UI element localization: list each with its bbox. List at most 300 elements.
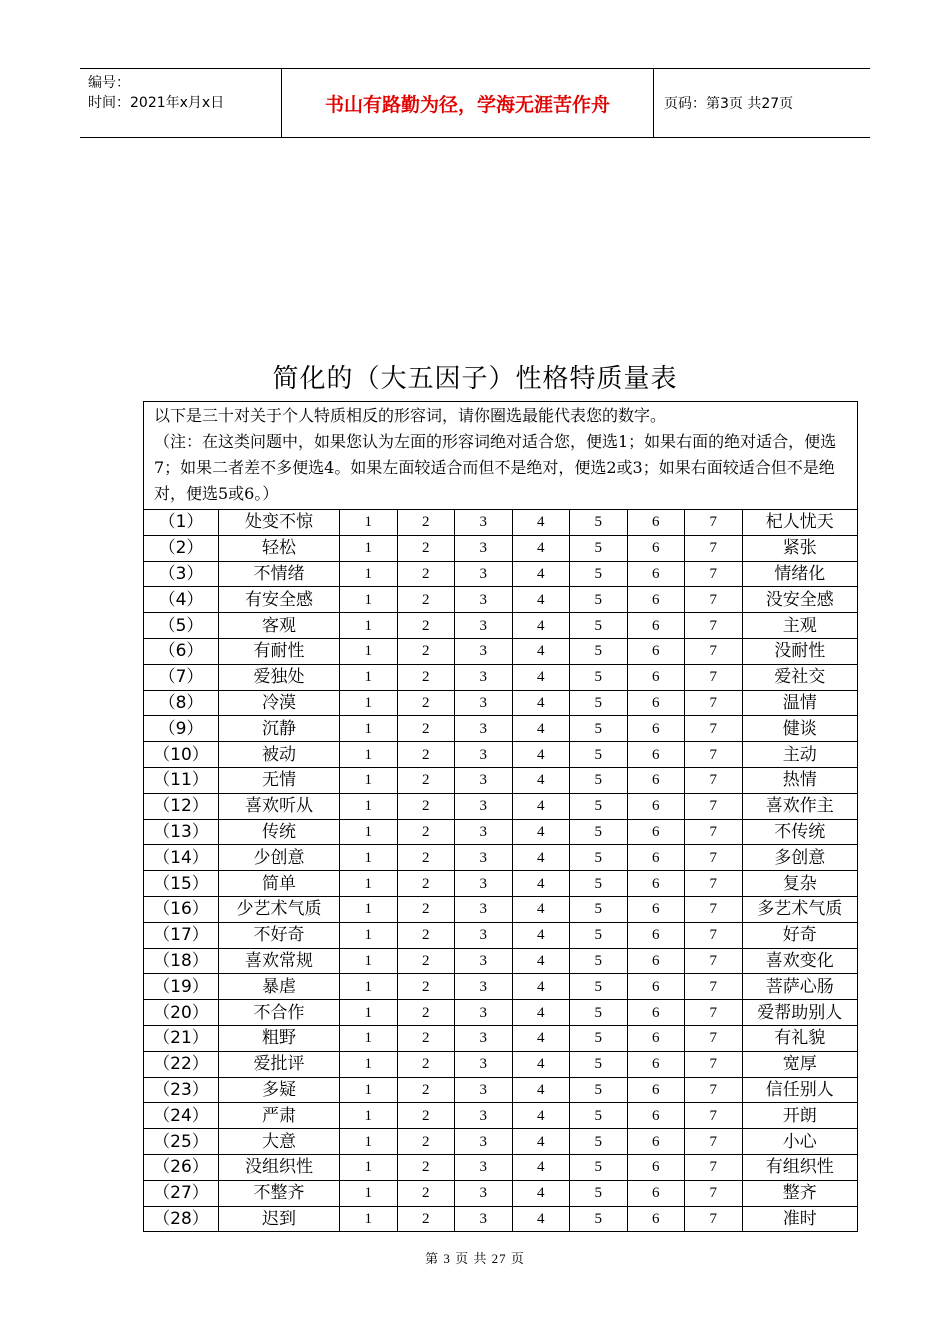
scale-option-1[interactable]: 1 [340,974,398,1000]
instructions-line-1: 以下是三十对关于个人特质相反的形容词，请你圈选最能代表您的数字。 [154,406,667,425]
scale-option-5[interactable]: 5 [570,1025,628,1051]
scale-option-5[interactable]: 5 [570,716,628,742]
table-row [144,922,858,948]
left-adjective: 粗野 [219,1025,340,1051]
scale-option-1[interactable]: 1 [340,587,398,613]
scale-option-5[interactable]: 5 [570,587,628,613]
scale-option-5[interactable]: 5 [570,922,628,948]
scale-option-5[interactable]: 5 [570,1103,628,1129]
left-adjective: 不整齐 [219,1180,340,1206]
scale-option-4[interactable]: 4 [512,1051,570,1077]
item-number: （5） [144,613,219,639]
page-header [80,68,870,138]
scale-option-4[interactable]: 4 [512,561,570,587]
scale-option-6[interactable]: 6 [627,896,685,922]
scale-option-3[interactable]: 3 [455,510,513,536]
page-footer: 第 3 页 共 27 页 [425,1251,525,1266]
scale-option-2[interactable]: 2 [397,896,455,922]
left-adjective: 爱批评 [219,1051,340,1077]
scale-option-7[interactable]: 7 [685,1129,743,1155]
scale-option-2[interactable]: 2 [397,1206,455,1232]
scale-option-1[interactable]: 1 [340,742,398,768]
scale-option-6[interactable]: 6 [627,948,685,974]
scale-option-4[interactable]: 4 [512,1206,570,1232]
scale-option-7[interactable]: 7 [685,1000,743,1026]
scale-option-5[interactable]: 5 [570,664,628,690]
instructions-cell [144,402,858,510]
scale-option-7[interactable]: 7 [685,1154,743,1180]
scale-option-1[interactable]: 1 [340,1000,398,1026]
scale-option-7[interactable]: 7 [685,1206,743,1232]
scale-option-4[interactable]: 4 [512,664,570,690]
scale-option-7[interactable]: 7 [685,845,743,871]
scale-option-2[interactable]: 2 [397,587,455,613]
scale-option-6[interactable]: 6 [627,1000,685,1026]
scale-option-1[interactable]: 1 [340,767,398,793]
scale-option-6[interactable]: 6 [627,664,685,690]
right-adjective: 开朗 [742,1103,858,1129]
left-adjective: 大意 [219,1129,340,1155]
scale-option-4[interactable]: 4 [512,974,570,1000]
right-adjective: 杞人忧天 [742,510,858,536]
scale-option-5[interactable]: 5 [570,1154,628,1180]
table-row [144,1206,858,1232]
left-adjective: 无情 [219,767,340,793]
scale-option-1[interactable]: 1 [340,510,398,536]
scale-option-3[interactable]: 3 [455,871,513,897]
table-row [144,613,858,639]
scale-option-5[interactable]: 5 [570,742,628,768]
scale-option-4[interactable]: 4 [512,819,570,845]
scale-option-4[interactable]: 4 [512,948,570,974]
table-row [144,793,858,819]
table-row [144,767,858,793]
item-number: （27） [144,1180,219,1206]
scale-option-3[interactable]: 3 [455,1129,513,1155]
table-row [144,1180,858,1206]
scale-option-7[interactable]: 7 [685,690,743,716]
right-adjective: 复杂 [742,871,858,897]
left-adjective: 喜欢听从 [219,793,340,819]
scale-option-6[interactable]: 6 [627,871,685,897]
scale-option-7[interactable]: 7 [685,638,743,664]
right-adjective: 喜欢变化 [742,948,858,974]
scale-option-7[interactable]: 7 [685,819,743,845]
scale-option-4[interactable]: 4 [512,613,570,639]
scale-option-1[interactable]: 1 [340,638,398,664]
item-number: （28） [144,1206,219,1232]
scale-option-3[interactable]: 3 [455,896,513,922]
table-row [144,1129,858,1155]
personality-scale-table [143,401,858,1232]
right-adjective: 爱帮助别人 [742,1000,858,1026]
scale-option-3[interactable]: 3 [455,716,513,742]
scale-option-3[interactable]: 3 [455,742,513,768]
scale-option-7[interactable]: 7 [685,742,743,768]
scale-option-2[interactable]: 2 [397,1077,455,1103]
right-adjective: 主观 [742,613,858,639]
scale-option-3[interactable]: 3 [455,974,513,1000]
scale-option-5[interactable]: 5 [570,974,628,1000]
item-number: （16） [144,896,219,922]
scale-option-3[interactable]: 3 [455,922,513,948]
scale-option-5[interactable]: 5 [570,613,628,639]
scale-option-1[interactable]: 1 [340,561,398,587]
scale-option-5[interactable]: 5 [570,561,628,587]
scale-option-4[interactable]: 4 [512,1154,570,1180]
table-row [144,845,858,871]
scale-option-6[interactable]: 6 [627,561,685,587]
scale-option-4[interactable]: 4 [512,896,570,922]
right-adjective: 小心 [742,1129,858,1155]
scale-option-2[interactable]: 2 [397,1000,455,1026]
table-row [144,587,858,613]
item-number: （11） [144,767,219,793]
scale-option-5[interactable]: 5 [570,510,628,536]
scale-option-6[interactable]: 6 [627,1180,685,1206]
item-number: （19） [144,974,219,1000]
item-number: （13） [144,819,219,845]
scale-option-7[interactable]: 7 [685,664,743,690]
scale-option-7[interactable]: 7 [685,1077,743,1103]
right-adjective: 热情 [742,767,858,793]
item-number: （6） [144,638,219,664]
right-adjective: 有组织性 [742,1154,858,1180]
scale-option-4[interactable]: 4 [512,1103,570,1129]
scale-option-1[interactable]: 1 [340,1154,398,1180]
scale-option-3[interactable]: 3 [455,638,513,664]
scale-option-1[interactable]: 1 [340,793,398,819]
scale-option-2[interactable]: 2 [397,690,455,716]
table-row [144,1154,858,1180]
left-adjective: 客观 [219,613,340,639]
scale-option-3[interactable]: 3 [455,767,513,793]
scale-option-6[interactable]: 6 [627,1154,685,1180]
scale-option-7[interactable]: 7 [685,974,743,1000]
header-meta [80,69,282,137]
scale-option-6[interactable]: 6 [627,974,685,1000]
table-row [144,638,858,664]
scale-option-1[interactable]: 1 [340,1077,398,1103]
left-adjective: 少艺术气质 [219,896,340,922]
scale-option-3[interactable]: 3 [455,1051,513,1077]
left-adjective: 喜欢常规 [219,948,340,974]
scale-option-4[interactable]: 4 [512,845,570,871]
scale-option-7[interactable]: 7 [685,716,743,742]
scale-option-7[interactable]: 7 [685,561,743,587]
date-label: 时间：2021年x月x日 [88,95,225,111]
table-row [144,1000,858,1026]
item-number: （3） [144,561,219,587]
scale-option-3[interactable]: 3 [455,1154,513,1180]
scale-option-4[interactable]: 4 [512,922,570,948]
scale-option-5[interactable]: 5 [570,1180,628,1206]
scale-option-4[interactable]: 4 [512,1025,570,1051]
scale-option-4[interactable]: 4 [512,1129,570,1155]
item-number: （2） [144,535,219,561]
scale-option-2[interactable]: 2 [397,793,455,819]
scale-option-4[interactable]: 4 [512,767,570,793]
scale-option-2[interactable]: 2 [397,510,455,536]
scale-option-5[interactable]: 5 [570,1129,628,1155]
left-adjective: 多疑 [219,1077,340,1103]
scale-option-6[interactable]: 6 [627,793,685,819]
item-number: （14） [144,845,219,871]
scale-option-2[interactable]: 2 [397,1103,455,1129]
scale-option-4[interactable]: 4 [512,716,570,742]
scale-option-1[interactable]: 1 [340,896,398,922]
scale-option-7[interactable]: 7 [685,922,743,948]
scale-option-5[interactable]: 5 [570,845,628,871]
scale-option-1[interactable]: 1 [340,1206,398,1232]
scale-option-2[interactable]: 2 [397,1025,455,1051]
item-number: （9） [144,716,219,742]
scale-option-2[interactable]: 2 [397,871,455,897]
scale-option-3[interactable]: 3 [455,587,513,613]
right-adjective: 准时 [742,1206,858,1232]
scale-option-7[interactable]: 7 [685,767,743,793]
scale-option-4[interactable]: 4 [512,510,570,536]
instructions-line-2: （注：在这类问题中，如果您认为左面的形容词绝对适合您，便选1；如果右面的绝对适合，便选7；如果二者差不多便选4。如果左面较适合而但不是绝对，便选2或3；如果右面较适合但不是绝对，便选5或6。） [154,432,837,503]
scale-option-7[interactable]: 7 [685,1025,743,1051]
scale-option-2[interactable]: 2 [397,613,455,639]
scale-option-6[interactable]: 6 [627,587,685,613]
scale-option-5[interactable]: 5 [570,896,628,922]
scale-option-6[interactable]: 6 [627,1206,685,1232]
scale-option-1[interactable]: 1 [340,1129,398,1155]
scale-option-5[interactable]: 5 [570,1206,628,1232]
scale-option-3[interactable]: 3 [455,819,513,845]
right-adjective: 健谈 [742,716,858,742]
scale-option-6[interactable]: 6 [627,742,685,768]
scale-option-2[interactable]: 2 [397,974,455,1000]
scale-option-7[interactable]: 7 [685,871,743,897]
scale-option-1[interactable]: 1 [340,1051,398,1077]
scale-option-3[interactable]: 3 [455,690,513,716]
right-adjective: 多创意 [742,845,858,871]
left-adjective: 少创意 [219,845,340,871]
scale-option-6[interactable]: 6 [627,613,685,639]
scale-option-6[interactable]: 6 [627,1103,685,1129]
scale-option-1[interactable]: 1 [340,871,398,897]
scale-option-1[interactable]: 1 [340,819,398,845]
scale-option-4[interactable]: 4 [512,1180,570,1206]
scale-option-4[interactable]: 4 [512,793,570,819]
scale-option-7[interactable]: 7 [685,793,743,819]
scale-option-2[interactable]: 2 [397,561,455,587]
table-row [144,664,858,690]
scale-option-5[interactable]: 5 [570,1077,628,1103]
item-number: （25） [144,1129,219,1155]
right-adjective: 主动 [742,742,858,768]
scale-option-4[interactable]: 4 [512,871,570,897]
scale-option-6[interactable]: 6 [627,638,685,664]
table-row [144,742,858,768]
scale-option-7[interactable]: 7 [685,1103,743,1129]
scale-option-1[interactable]: 1 [340,1103,398,1129]
right-adjective: 没安全感 [742,587,858,613]
scale-option-2[interactable]: 2 [397,664,455,690]
right-adjective: 温情 [742,690,858,716]
scale-option-3[interactable]: 3 [455,613,513,639]
scale-option-7[interactable]: 7 [685,510,743,536]
scale-option-2[interactable]: 2 [397,1051,455,1077]
scale-option-1[interactable]: 1 [340,1180,398,1206]
item-number: （22） [144,1051,219,1077]
scale-option-6[interactable]: 6 [627,767,685,793]
scale-option-2[interactable]: 2 [397,535,455,561]
scale-option-1[interactable]: 1 [340,535,398,561]
left-adjective: 沉静 [219,716,340,742]
scale-option-3[interactable]: 3 [455,561,513,587]
scale-option-6[interactable]: 6 [627,1051,685,1077]
scale-option-4[interactable]: 4 [512,638,570,664]
item-number: （10） [144,742,219,768]
scale-option-4[interactable]: 4 [512,535,570,561]
scale-option-5[interactable]: 5 [570,1051,628,1077]
scale-option-7[interactable]: 7 [685,1180,743,1206]
right-adjective: 喜欢作主 [742,793,858,819]
scale-option-1[interactable]: 1 [340,948,398,974]
left-adjective: 冷漠 [219,690,340,716]
left-adjective: 不合作 [219,1000,340,1026]
scale-option-2[interactable]: 2 [397,948,455,974]
scale-option-4[interactable]: 4 [512,690,570,716]
right-adjective: 整齐 [742,1180,858,1206]
item-number: （21） [144,1025,219,1051]
left-adjective: 不好奇 [219,922,340,948]
right-adjective: 宽厚 [742,1051,858,1077]
table-row [144,1103,858,1129]
scale-option-6[interactable]: 6 [627,510,685,536]
scale-option-1[interactable]: 1 [340,664,398,690]
scale-option-2[interactable]: 2 [397,638,455,664]
scale-option-5[interactable]: 5 [570,638,628,664]
item-number: （26） [144,1154,219,1180]
scale-option-3[interactable]: 3 [455,664,513,690]
table-row [144,896,858,922]
scale-option-6[interactable]: 6 [627,922,685,948]
scale-option-7[interactable]: 7 [685,587,743,613]
scale-option-1[interactable]: 1 [340,845,398,871]
item-number: （7） [144,664,219,690]
left-adjective: 有安全感 [219,587,340,613]
scale-option-2[interactable]: 2 [397,742,455,768]
left-adjective: 有耐性 [219,638,340,664]
scale-option-2[interactable]: 2 [397,922,455,948]
scale-option-3[interactable]: 3 [455,1103,513,1129]
scale-option-4[interactable]: 4 [512,587,570,613]
scale-option-2[interactable]: 2 [397,767,455,793]
scale-option-1[interactable]: 1 [340,690,398,716]
right-adjective: 菩萨心肠 [742,974,858,1000]
right-adjective: 爱社交 [742,664,858,690]
right-adjective: 多艺术气质 [742,896,858,922]
scale-option-2[interactable]: 2 [397,1129,455,1155]
right-adjective: 信任别人 [742,1077,858,1103]
scale-option-6[interactable]: 6 [627,716,685,742]
scale-option-1[interactable]: 1 [340,1025,398,1051]
scale-option-3[interactable]: 3 [455,1000,513,1026]
scale-option-2[interactable]: 2 [397,819,455,845]
scale-option-2[interactable]: 2 [397,845,455,871]
right-adjective: 没耐性 [742,638,858,664]
scale-option-5[interactable]: 5 [570,871,628,897]
serial-label: 编号： [88,75,130,91]
scale-option-3[interactable]: 3 [455,845,513,871]
scale-option-2[interactable]: 2 [397,716,455,742]
left-adjective: 处变不惊 [219,510,340,536]
scale-option-1[interactable]: 1 [340,613,398,639]
table-row [144,716,858,742]
scale-option-2[interactable]: 2 [397,1154,455,1180]
scale-option-6[interactable]: 6 [627,1025,685,1051]
scale-option-5[interactable]: 5 [570,1000,628,1026]
table-row [144,871,858,897]
table-row [144,819,858,845]
scale-option-7[interactable]: 7 [685,535,743,561]
scale-option-5[interactable]: 5 [570,767,628,793]
scale-option-3[interactable]: 3 [455,1025,513,1051]
left-adjective: 迟到 [219,1206,340,1232]
right-adjective: 好奇 [742,922,858,948]
left-adjective: 简单 [219,871,340,897]
item-number: （18） [144,948,219,974]
scale-option-6[interactable]: 6 [627,845,685,871]
scale-option-1[interactable]: 1 [340,922,398,948]
scale-option-6[interactable]: 6 [627,1129,685,1155]
scale-option-6[interactable]: 6 [627,819,685,845]
item-number: （17） [144,922,219,948]
item-number: （1） [144,510,219,536]
scale-option-7[interactable]: 7 [685,948,743,974]
scale-option-5[interactable]: 5 [570,690,628,716]
scale-option-5[interactable]: 5 [570,819,628,845]
scale-option-6[interactable]: 6 [627,690,685,716]
scale-option-3[interactable]: 3 [455,793,513,819]
scale-option-7[interactable]: 7 [685,613,743,639]
scale-option-3[interactable]: 3 [455,1180,513,1206]
left-adjective: 被动 [219,742,340,768]
scale-option-3[interactable]: 3 [455,535,513,561]
item-number: （20） [144,1000,219,1026]
left-adjective: 不情绪 [219,561,340,587]
left-adjective: 轻松 [219,535,340,561]
scale-option-1[interactable]: 1 [340,716,398,742]
left-adjective: 传统 [219,819,340,845]
table-row [144,1051,858,1077]
scale-option-4[interactable]: 4 [512,742,570,768]
scale-option-3[interactable]: 3 [455,1077,513,1103]
scale-option-5[interactable]: 5 [570,948,628,974]
scale-option-4[interactable]: 4 [512,1000,570,1026]
scale-option-7[interactable]: 7 [685,896,743,922]
instructions-row [144,402,858,510]
table-row [144,1077,858,1103]
scale-option-3[interactable]: 3 [455,1206,513,1232]
right-adjective: 情绪化 [742,561,858,587]
left-adjective: 没组织性 [219,1154,340,1180]
scale-option-5[interactable]: 5 [570,535,628,561]
scale-option-7[interactable]: 7 [685,1051,743,1077]
table-row [144,561,858,587]
scale-option-4[interactable]: 4 [512,1077,570,1103]
scale-option-2[interactable]: 2 [397,1180,455,1206]
scale-option-6[interactable]: 6 [627,1077,685,1103]
scale-option-5[interactable]: 5 [570,793,628,819]
scale-option-3[interactable]: 3 [455,948,513,974]
scale-option-6[interactable]: 6 [627,535,685,561]
